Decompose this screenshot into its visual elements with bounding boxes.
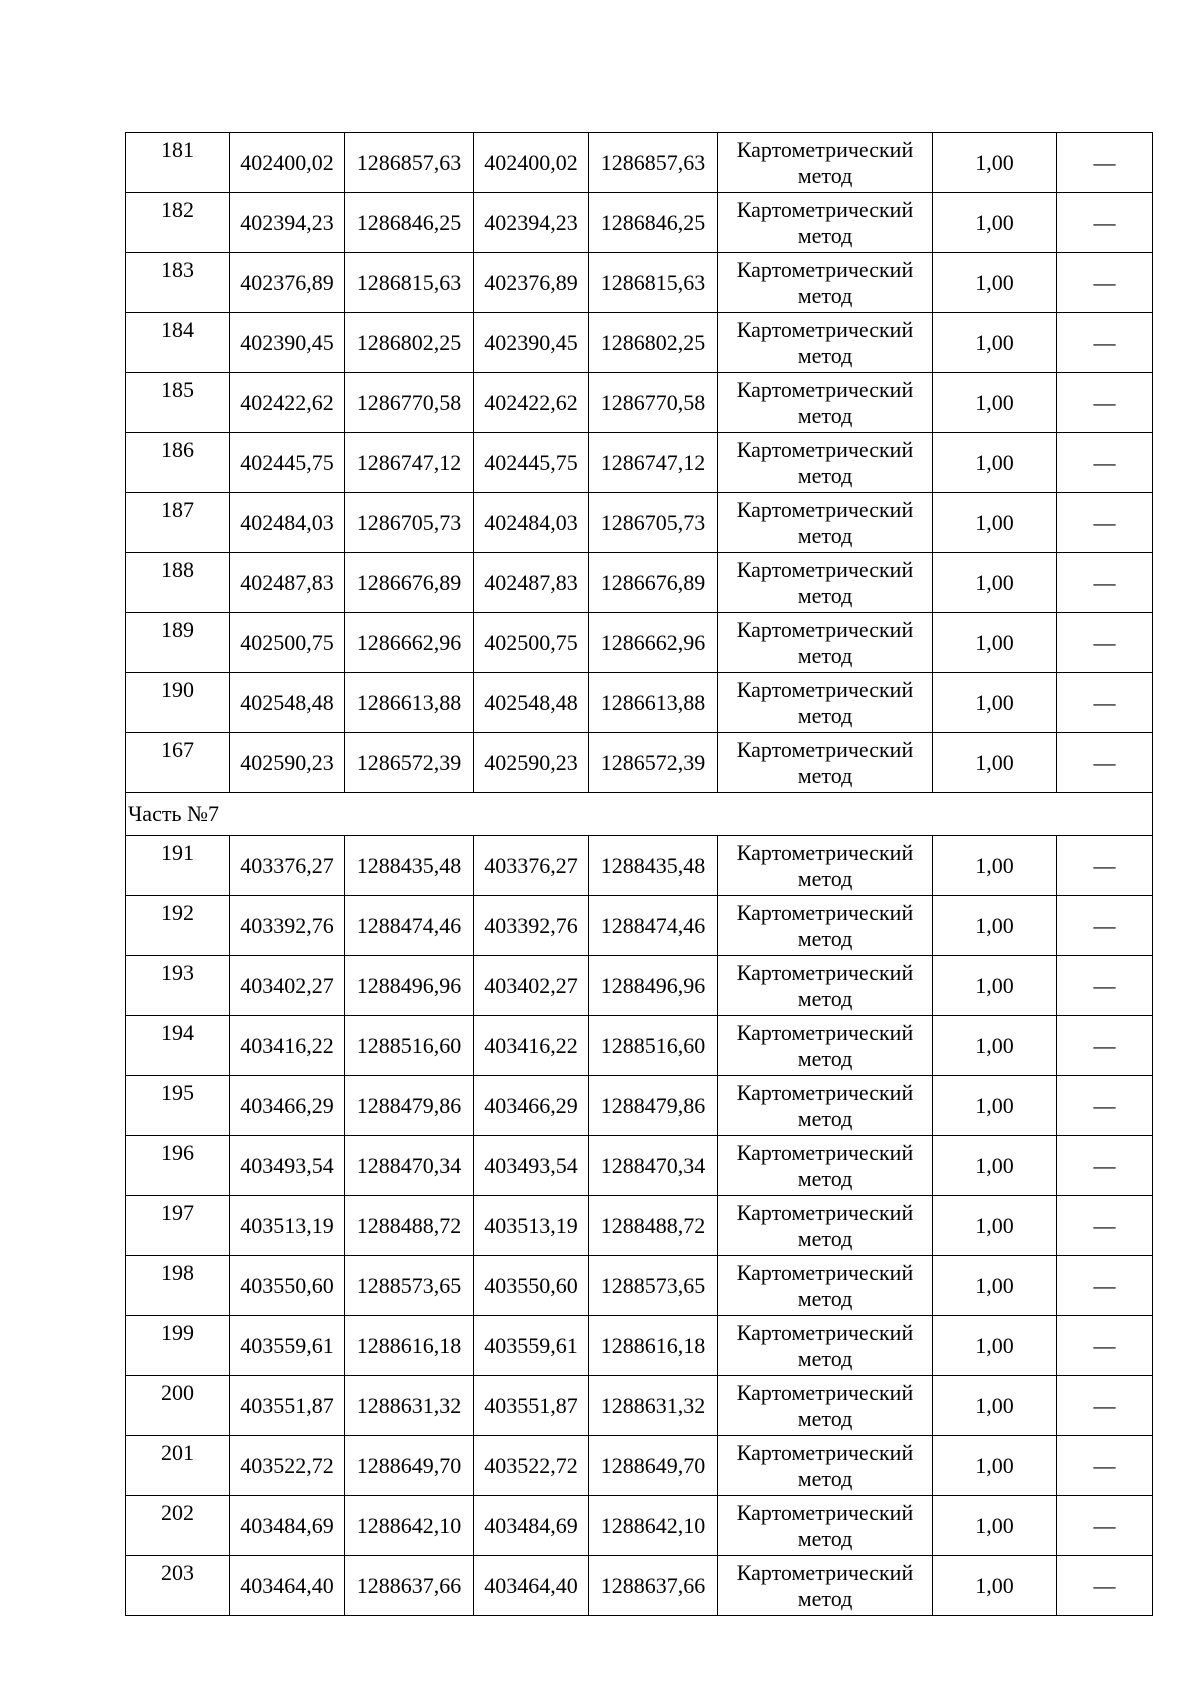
y-coordinate-cell: 1288435,48 [589, 836, 718, 896]
coordinates-table [125, 132, 1153, 1616]
accuracy-cell: 1,00 [933, 896, 1057, 956]
method-cell [718, 1436, 933, 1496]
table-row [126, 896, 1153, 956]
method-label-line2: метод [797, 985, 853, 1011]
y-coordinate-cell: 1288474,46 [589, 896, 718, 956]
point-number-cell: 186 [126, 433, 230, 493]
x-coordinate-cell: 402422,62 [474, 373, 589, 433]
x-coordinate-cell: 403402,27 [230, 956, 345, 1016]
y-coordinate-cell: 1288616,18 [589, 1316, 718, 1376]
method-label-line1: Картометрический [736, 256, 914, 282]
method-label-line2: метод [797, 1045, 853, 1071]
description-cell: — [1057, 313, 1153, 373]
method-label-line2: метод [797, 342, 853, 368]
method-label-line2: метод [797, 1225, 853, 1251]
method-cell [718, 1496, 933, 1556]
description-cell: — [1057, 1376, 1153, 1436]
x-coordinate-cell: 403551,87 [474, 1376, 589, 1436]
y-coordinate-cell: 1286662,96 [589, 613, 718, 673]
method-label-line2: метод [797, 462, 853, 488]
x-coordinate-cell: 402390,45 [230, 313, 345, 373]
description-cell: — [1057, 1196, 1153, 1256]
method-label-line2: метод [797, 1165, 853, 1191]
y-coordinate-cell: 1286802,25 [589, 313, 718, 373]
y-coordinate-cell: 1286770,58 [589, 373, 718, 433]
accuracy-cell: 1,00 [933, 1496, 1057, 1556]
table-row [126, 1496, 1153, 1556]
x-coordinate-cell: 403559,61 [230, 1316, 345, 1376]
y-coordinate-cell: 1286572,39 [589, 733, 718, 793]
table-row [126, 1136, 1153, 1196]
accuracy-cell: 1,00 [933, 313, 1057, 373]
method-cell [718, 313, 933, 373]
accuracy-cell: 1,00 [933, 253, 1057, 313]
x-coordinate-cell: 403466,29 [230, 1076, 345, 1136]
description-cell: — [1057, 673, 1153, 733]
x-coordinate-cell: 402394,23 [230, 193, 345, 253]
y-coordinate-cell: 1286846,25 [345, 193, 474, 253]
y-coordinate-cell: 1288631,32 [345, 1376, 474, 1436]
point-number-cell: 183 [126, 253, 230, 313]
method-label-line1: Картометрический [736, 496, 914, 522]
method-label-line1: Картометрический [736, 959, 914, 985]
table-row [126, 613, 1153, 673]
method-label-line1: Картометрический [736, 1499, 914, 1525]
description-cell: — [1057, 1076, 1153, 1136]
point-number-cell: 190 [126, 673, 230, 733]
method-label-line1: Картометрический [736, 196, 914, 222]
x-coordinate-cell: 402500,75 [230, 613, 345, 673]
description-cell: — [1057, 896, 1153, 956]
method-label-line2: метод [797, 402, 853, 428]
description-cell: — [1057, 1016, 1153, 1076]
y-coordinate-cell: 1286802,25 [345, 313, 474, 373]
method-label-line1: Картометрический [736, 556, 914, 582]
method-label-line1: Картометрический [736, 376, 914, 402]
method-label-line1: Картометрический [736, 676, 914, 702]
x-coordinate-cell: 403559,61 [474, 1316, 589, 1376]
table-row [126, 1256, 1153, 1316]
accuracy-cell: 1,00 [933, 1016, 1057, 1076]
point-number-cell: 181 [126, 133, 230, 193]
point-number-cell: 167 [126, 733, 230, 793]
point-number-cell: 193 [126, 956, 230, 1016]
y-coordinate-cell: 1288642,10 [345, 1496, 474, 1556]
method-label-line1: Картометрический [736, 1259, 914, 1285]
x-coordinate-cell: 402376,89 [474, 253, 589, 313]
y-coordinate-cell: 1286747,12 [345, 433, 474, 493]
y-coordinate-cell: 1288488,72 [345, 1196, 474, 1256]
table-row [126, 253, 1153, 313]
y-coordinate-cell: 1286747,12 [589, 433, 718, 493]
table-row [126, 493, 1153, 553]
method-cell [718, 493, 933, 553]
x-coordinate-cell: 402590,23 [230, 733, 345, 793]
accuracy-cell: 1,00 [933, 1376, 1057, 1436]
y-coordinate-cell: 1286676,89 [589, 553, 718, 613]
y-coordinate-cell: 1286857,63 [345, 133, 474, 193]
table-row [126, 553, 1153, 613]
description-cell: — [1057, 373, 1153, 433]
method-cell [718, 1016, 933, 1076]
x-coordinate-cell: 403513,19 [474, 1196, 589, 1256]
y-coordinate-cell: 1288496,96 [345, 956, 474, 1016]
method-label-line2: метод [797, 162, 853, 188]
method-cell [718, 553, 933, 613]
point-number-cell: 195 [126, 1076, 230, 1136]
table-row [126, 956, 1153, 1016]
y-coordinate-cell: 1288631,32 [589, 1376, 718, 1436]
x-coordinate-cell: 402400,02 [230, 133, 345, 193]
accuracy-cell: 1,00 [933, 673, 1057, 733]
point-number-cell: 191 [126, 836, 230, 896]
y-coordinate-cell: 1288573,65 [345, 1256, 474, 1316]
x-coordinate-cell: 403493,54 [230, 1136, 345, 1196]
point-number-cell: 199 [126, 1316, 230, 1376]
method-cell [718, 673, 933, 733]
accuracy-cell: 1,00 [933, 193, 1057, 253]
point-number-cell: 184 [126, 313, 230, 373]
x-coordinate-cell: 403513,19 [230, 1196, 345, 1256]
description-cell: — [1057, 1436, 1153, 1496]
description-cell: — [1057, 1496, 1153, 1556]
method-label-line2: метод [797, 1525, 853, 1551]
x-coordinate-cell: 402487,83 [474, 553, 589, 613]
method-label-line2: метод [797, 282, 853, 308]
method-label-line1: Картометрический [736, 1319, 914, 1345]
point-number-cell: 203 [126, 1556, 230, 1616]
x-coordinate-cell: 403376,27 [230, 836, 345, 896]
table-row [126, 1076, 1153, 1136]
description-cell: — [1057, 733, 1153, 793]
x-coordinate-cell: 403464,40 [474, 1556, 589, 1616]
y-coordinate-cell: 1286815,63 [345, 253, 474, 313]
point-number-cell: 192 [126, 896, 230, 956]
x-coordinate-cell: 403522,72 [474, 1436, 589, 1496]
method-label-line1: Картометрический [736, 899, 914, 925]
y-coordinate-cell: 1286770,58 [345, 373, 474, 433]
method-cell [718, 956, 933, 1016]
description-cell: — [1057, 1556, 1153, 1616]
y-coordinate-cell: 1286613,88 [345, 673, 474, 733]
x-coordinate-cell: 402445,75 [474, 433, 589, 493]
x-coordinate-cell: 402500,75 [474, 613, 589, 673]
accuracy-cell: 1,00 [933, 493, 1057, 553]
method-cell [718, 1556, 933, 1616]
accuracy-cell: 1,00 [933, 373, 1057, 433]
x-coordinate-cell: 402390,45 [474, 313, 589, 373]
method-cell [718, 613, 933, 673]
y-coordinate-cell: 1288637,66 [345, 1556, 474, 1616]
x-coordinate-cell: 403484,69 [474, 1496, 589, 1556]
y-coordinate-cell: 1286613,88 [589, 673, 718, 733]
method-label-line2: метод [797, 1585, 853, 1611]
table-row [126, 373, 1153, 433]
accuracy-cell: 1,00 [933, 1076, 1057, 1136]
method-cell [718, 1196, 933, 1256]
x-coordinate-cell: 403484,69 [230, 1496, 345, 1556]
point-number-cell: 188 [126, 553, 230, 613]
y-coordinate-cell: 1286705,73 [345, 493, 474, 553]
x-coordinate-cell: 402400,02 [474, 133, 589, 193]
y-coordinate-cell: 1286676,89 [345, 553, 474, 613]
method-cell [718, 896, 933, 956]
method-label-line2: метод [797, 1405, 853, 1431]
accuracy-cell: 1,00 [933, 1136, 1057, 1196]
accuracy-cell: 1,00 [933, 553, 1057, 613]
accuracy-cell: 1,00 [933, 1256, 1057, 1316]
y-coordinate-cell: 1288516,60 [589, 1016, 718, 1076]
method-label-line2: метод [797, 1105, 853, 1131]
y-coordinate-cell: 1286662,96 [345, 613, 474, 673]
accuracy-cell: 1,00 [933, 1316, 1057, 1376]
accuracy-cell: 1,00 [933, 1556, 1057, 1616]
point-number-cell: 189 [126, 613, 230, 673]
method-label-line1: Картометрический [736, 136, 914, 162]
y-coordinate-cell: 1288474,46 [345, 896, 474, 956]
description-cell: — [1057, 433, 1153, 493]
y-coordinate-cell: 1288479,86 [589, 1076, 718, 1136]
method-cell [718, 1136, 933, 1196]
table-row [126, 673, 1153, 733]
table-row [126, 733, 1153, 793]
x-coordinate-cell: 403550,60 [474, 1256, 589, 1316]
table-row [126, 1376, 1153, 1436]
x-coordinate-cell: 402548,48 [474, 673, 589, 733]
x-coordinate-cell: 402487,83 [230, 553, 345, 613]
method-label-line1: Картометрический [736, 316, 914, 342]
method-cell [718, 253, 933, 313]
point-number-cell: 202 [126, 1496, 230, 1556]
x-coordinate-cell: 402548,48 [230, 673, 345, 733]
method-label-line2: метод [797, 222, 853, 248]
x-coordinate-cell: 403416,22 [230, 1016, 345, 1076]
method-label-line1: Картометрический [736, 1079, 914, 1105]
table-row [126, 433, 1153, 493]
x-coordinate-cell: 403402,27 [474, 956, 589, 1016]
accuracy-cell: 1,00 [933, 956, 1057, 1016]
method-label-line2: метод [797, 1465, 853, 1491]
method-label-line2: метод [797, 1285, 853, 1311]
method-label-line2: метод [797, 865, 853, 891]
y-coordinate-cell: 1288516,60 [345, 1016, 474, 1076]
table-row [126, 133, 1153, 193]
accuracy-cell: 1,00 [933, 133, 1057, 193]
method-label-line1: Картометрический [736, 1019, 914, 1045]
description-cell: — [1057, 613, 1153, 673]
method-label-line2: метод [797, 642, 853, 668]
method-label-line1: Картометрический [736, 839, 914, 865]
y-coordinate-cell: 1286572,39 [345, 733, 474, 793]
x-coordinate-cell: 402484,03 [230, 493, 345, 553]
method-cell [718, 193, 933, 253]
description-cell: — [1057, 253, 1153, 313]
description-cell: — [1057, 1316, 1153, 1376]
y-coordinate-cell: 1288496,96 [589, 956, 718, 1016]
y-coordinate-cell: 1286705,73 [589, 493, 718, 553]
y-coordinate-cell: 1288649,70 [345, 1436, 474, 1496]
accuracy-cell: 1,00 [933, 836, 1057, 896]
point-number-cell: 200 [126, 1376, 230, 1436]
x-coordinate-cell: 402445,75 [230, 433, 345, 493]
y-coordinate-cell: 1288479,86 [345, 1076, 474, 1136]
table-row [126, 1316, 1153, 1376]
y-coordinate-cell: 1288637,66 [589, 1556, 718, 1616]
method-cell [718, 373, 933, 433]
method-label-line1: Картометрический [736, 1139, 914, 1165]
method-cell [718, 1256, 933, 1316]
point-number-cell: 185 [126, 373, 230, 433]
method-cell [718, 836, 933, 896]
section-header-row [126, 793, 1153, 836]
method-label-line1: Картометрический [736, 1439, 914, 1465]
x-coordinate-cell: 402422,62 [230, 373, 345, 433]
x-coordinate-cell: 402394,23 [474, 193, 589, 253]
method-label-line1: Картометрический [736, 1559, 914, 1585]
table-row [126, 1556, 1153, 1616]
table-body [126, 133, 1153, 1616]
y-coordinate-cell: 1288616,18 [345, 1316, 474, 1376]
x-coordinate-cell: 403466,29 [474, 1076, 589, 1136]
point-number-cell: 187 [126, 493, 230, 553]
table-row [126, 1016, 1153, 1076]
method-cell [718, 733, 933, 793]
point-number-cell: 201 [126, 1436, 230, 1496]
table-row [126, 1196, 1153, 1256]
point-number-cell: 196 [126, 1136, 230, 1196]
x-coordinate-cell: 403376,27 [474, 836, 589, 896]
method-cell [718, 133, 933, 193]
point-number-cell: 182 [126, 193, 230, 253]
description-cell: — [1057, 836, 1153, 896]
method-label-line2: метод [797, 1345, 853, 1371]
method-label-line2: метод [797, 762, 853, 788]
method-label-line1: Картометрический [736, 436, 914, 462]
x-coordinate-cell: 403550,60 [230, 1256, 345, 1316]
y-coordinate-cell: 1286815,63 [589, 253, 718, 313]
point-number-cell: 194 [126, 1016, 230, 1076]
point-number-cell: 197 [126, 1196, 230, 1256]
description-cell: — [1057, 956, 1153, 1016]
method-label-line2: метод [797, 582, 853, 608]
x-coordinate-cell: 403392,76 [230, 896, 345, 956]
y-coordinate-cell: 1286846,25 [589, 193, 718, 253]
description-cell: — [1057, 133, 1153, 193]
y-coordinate-cell: 1288488,72 [589, 1196, 718, 1256]
x-coordinate-cell: 403392,76 [474, 896, 589, 956]
method-cell [718, 1076, 933, 1136]
y-coordinate-cell: 1288470,34 [589, 1136, 718, 1196]
x-coordinate-cell: 402590,23 [474, 733, 589, 793]
accuracy-cell: 1,00 [933, 613, 1057, 673]
description-cell: — [1057, 1136, 1153, 1196]
description-cell: — [1057, 193, 1153, 253]
accuracy-cell: 1,00 [933, 1436, 1057, 1496]
point-number-cell: 198 [126, 1256, 230, 1316]
method-label-line1: Картометрический [736, 736, 914, 762]
description-cell: — [1057, 1256, 1153, 1316]
x-coordinate-cell: 403493,54 [474, 1136, 589, 1196]
method-cell [718, 433, 933, 493]
method-cell [718, 1376, 933, 1436]
method-label-line1: Картометрический [736, 1199, 914, 1225]
table-row [126, 193, 1153, 253]
x-coordinate-cell: 403551,87 [230, 1376, 345, 1436]
description-cell: — [1057, 553, 1153, 613]
method-label-line1: Картометрический [736, 616, 914, 642]
accuracy-cell: 1,00 [933, 433, 1057, 493]
method-label-line2: метод [797, 522, 853, 548]
x-coordinate-cell: 402484,03 [474, 493, 589, 553]
y-coordinate-cell: 1288649,70 [589, 1436, 718, 1496]
x-coordinate-cell: 402376,89 [230, 253, 345, 313]
table-row [126, 836, 1153, 896]
table-row [126, 313, 1153, 373]
table-row [126, 1436, 1153, 1496]
y-coordinate-cell: 1288573,65 [589, 1256, 718, 1316]
accuracy-cell: 1,00 [933, 1196, 1057, 1256]
description-cell: — [1057, 493, 1153, 553]
section-title: Часть №7 [126, 793, 1153, 836]
y-coordinate-cell: 1288642,10 [589, 1496, 718, 1556]
method-cell [718, 1316, 933, 1376]
y-coordinate-cell: 1288470,34 [345, 1136, 474, 1196]
x-coordinate-cell: 403464,40 [230, 1556, 345, 1616]
x-coordinate-cell: 403416,22 [474, 1016, 589, 1076]
accuracy-cell: 1,00 [933, 733, 1057, 793]
x-coordinate-cell: 403522,72 [230, 1436, 345, 1496]
method-label-line2: метод [797, 925, 853, 951]
y-coordinate-cell: 1286857,63 [589, 133, 718, 193]
y-coordinate-cell: 1288435,48 [345, 836, 474, 896]
method-label-line1: Картометрический [736, 1379, 914, 1405]
method-label-line2: метод [797, 702, 853, 728]
